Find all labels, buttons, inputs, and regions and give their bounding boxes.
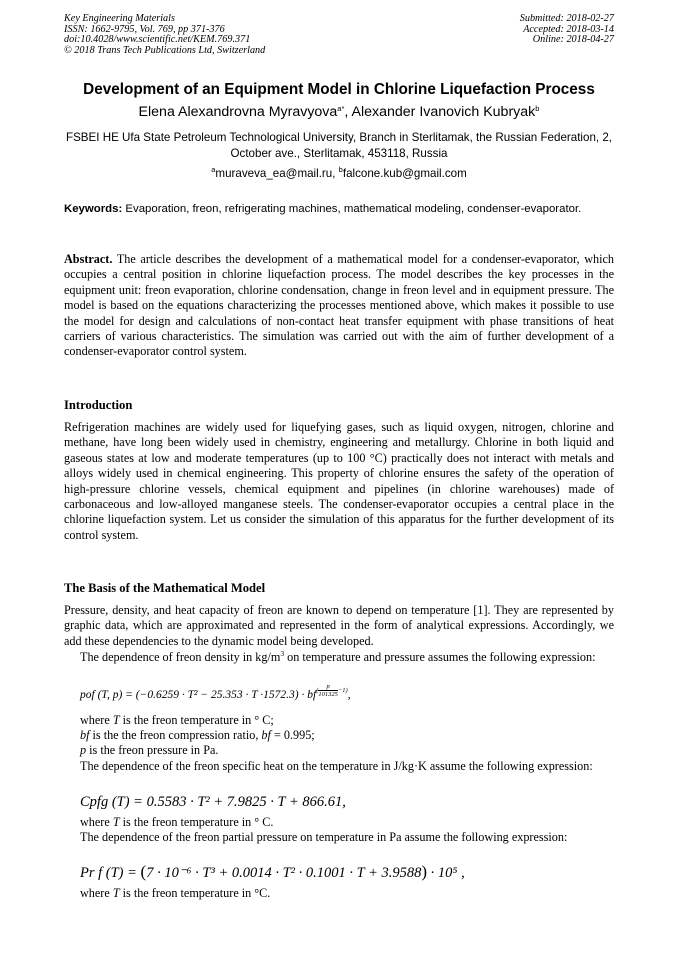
basis-paragraph-1: Pressure, density, and heat capacity of freon are known to depend on temperature [1]. They are represented by graphic data, which are approximated and represented in the form of analytical expressions. Accordingly, we add these dependencies to the dynamic model being developed. (64, 603, 614, 648)
basis-paragraph-3: The dependence of the freon specific heat on the temperature in J/kg·K assume the following expression: (80, 759, 593, 773)
journal-info (64, 14, 265, 56)
keywords (64, 202, 614, 217)
eq3-open-paren: ( (140, 862, 147, 881)
eq3-polynomial: 7 · 10⁻⁶ · T³ + 0.0014 · T² · 0.1001 · T + 3.9588 (146, 865, 422, 881)
author-emails (64, 167, 614, 180)
exponent-fraction (316, 683, 347, 698)
keywords-label: Keywords: (64, 203, 123, 215)
author-1-marker: a* (337, 104, 345, 113)
issn-line: ISSN: 1662-9795, Vol. 769, pp 371-376 (64, 23, 225, 35)
author-list (40, 104, 638, 120)
bf-value: = 0.995; (270, 728, 315, 742)
equation-density (80, 683, 351, 701)
author-2: Alexander Ivanovich Kubryak (351, 104, 536, 120)
abstract-label: Abstract. (64, 252, 113, 266)
submitted-date: Submitted: 2018-02-27 (519, 13, 614, 24)
where-word: where (80, 713, 113, 727)
email-a: muraveva_ea@mail.ru, (215, 167, 339, 180)
basis-paragraph-2 (64, 650, 614, 665)
basis-paragraph-4: The dependence of the freon partial pressure on temperature in Pa assume the following expression: (80, 830, 568, 844)
author-1: Elena Alexandrovna Myravyova (138, 104, 338, 120)
basis-heading: The Basis of the Mathematical Model (64, 581, 266, 595)
keywords-text: Evaporation, freon, refrigerating machines, mathematical modeling, condenser-evaporator. (122, 203, 582, 215)
author-2-marker: b (535, 104, 540, 113)
introduction-text: Refrigeration machines are widely used for liquefying gases, such as liquid oxygen, nitrogen, chlorine and methane, have long been widely used in chemistry, engineering and metallurgy. Chlorine in both liquid and gaseous states at low and moderate temperatures (up to 100 °C) practically does not interact with metals and alloys widely used in chemical engineering. This property of chlorine ensures the safety of the operation of high-pressure chlorine vessels, chemical equipment and pipelines (in chlorine warehouses) made of carbonaceous and low-alloyed manganese steels. The condenser-evaporator occupies a central place in the chlorine liquefaction system. Let us consider the simulation of this apparatus for the further development of its control system. (64, 420, 614, 542)
journal-name: Key Engineering Materials (64, 13, 175, 24)
exponent-numerator: p (318, 683, 338, 691)
where-desc-2: is the the freon compression ratio, (89, 728, 262, 742)
accepted-date: Accepted: 2018-03-14 (523, 23, 614, 35)
eq3-lhs: Pr f (T) = (80, 865, 141, 881)
where-desc-4: is the freon temperature in ° C. (119, 815, 274, 829)
density-intro: The dependence of freon density in kg/m (80, 650, 281, 664)
equation-specific-heat: Cpfg (T) = 0.5583 · T² + 7.9825 · T + 866.61, (80, 794, 346, 810)
abstract (64, 252, 614, 360)
where-word-2: where (80, 815, 113, 829)
email-a-marker: a (211, 165, 216, 174)
var-t-2: T (112, 815, 120, 829)
email-b: falcone.kub@gmail.com (342, 167, 467, 180)
affiliation: FSBEI HE Ufa State Petroleum Technological University, Branch in Sterlitamak, the Russian Federation, 2, October ave., Sterlitamak, 453118, Russia (65, 131, 612, 160)
exponent-open: ( (316, 686, 319, 694)
var-t-3: T (112, 886, 120, 900)
introduction-heading: Introduction (64, 398, 133, 412)
publication-dates (520, 14, 614, 46)
where-line-5 (80, 886, 270, 901)
eq3-close-paren: ) (421, 862, 428, 881)
copyright-line: © 2018 Trans Tech Publications Ltd, Switzerland (64, 44, 266, 56)
var-bf-2: bf (261, 728, 271, 742)
where-word-3: where (80, 886, 113, 900)
email-b-marker: b (338, 165, 343, 174)
where-line-3 (80, 743, 218, 758)
abstract-text: The article describes the development of a mathematical model for a condenser-evaporator, which occupies a central position in chlorine liquefaction process. The model describes the key processes in the equipment unit: freon evaporation, chlorine condensation, change in freon level and in equipment pressure. The model is based on the equations characterizing the processes mentioned above, which makes it possible to use the model for design and calculations of non-contact heat transfer equipment with phase transitions of heat carriers of various characteristics. The simulation was carried out with the aim of further development of a condenser-evaporator control system. (64, 252, 614, 359)
where-line-2 (80, 728, 315, 743)
var-t: T (112, 713, 120, 727)
exponent-tail: −1) (337, 686, 348, 694)
equation-density-end: , (347, 688, 351, 701)
equation-partial-pressure (80, 862, 465, 882)
doi-line: doi:10.4028/www.scientific.net/KEM.769.371 (64, 34, 251, 46)
cubic-exponent: 3 (280, 649, 285, 658)
equation-density-main: pof (T, p) = (−0.6259 · T² − 25.353 · T ·1572.3) · bf (80, 688, 317, 701)
where-desc-3: is the freon pressure in Pa. (86, 743, 219, 757)
online-date: Online: 2018-04-27 (532, 34, 614, 46)
where-line-1 (80, 713, 274, 728)
var-p: p (80, 743, 87, 757)
author-separator: , (344, 104, 352, 120)
var-bf: bf (80, 728, 90, 742)
density-intro-end: on temperature and pressure assumes the following expression: (284, 650, 596, 664)
where-desc-5: is the freon temperature in °C. (119, 886, 271, 900)
where-desc-1: is the freon temperature in ° C; (119, 713, 274, 727)
exponent-denominator: 101325 (318, 691, 338, 698)
where-line-4 (80, 815, 273, 830)
paper-title: Development of an Equipment Model in Chlorine Liquefaction Process (83, 81, 595, 98)
eq3-scale: · 10⁵ , (427, 865, 465, 881)
